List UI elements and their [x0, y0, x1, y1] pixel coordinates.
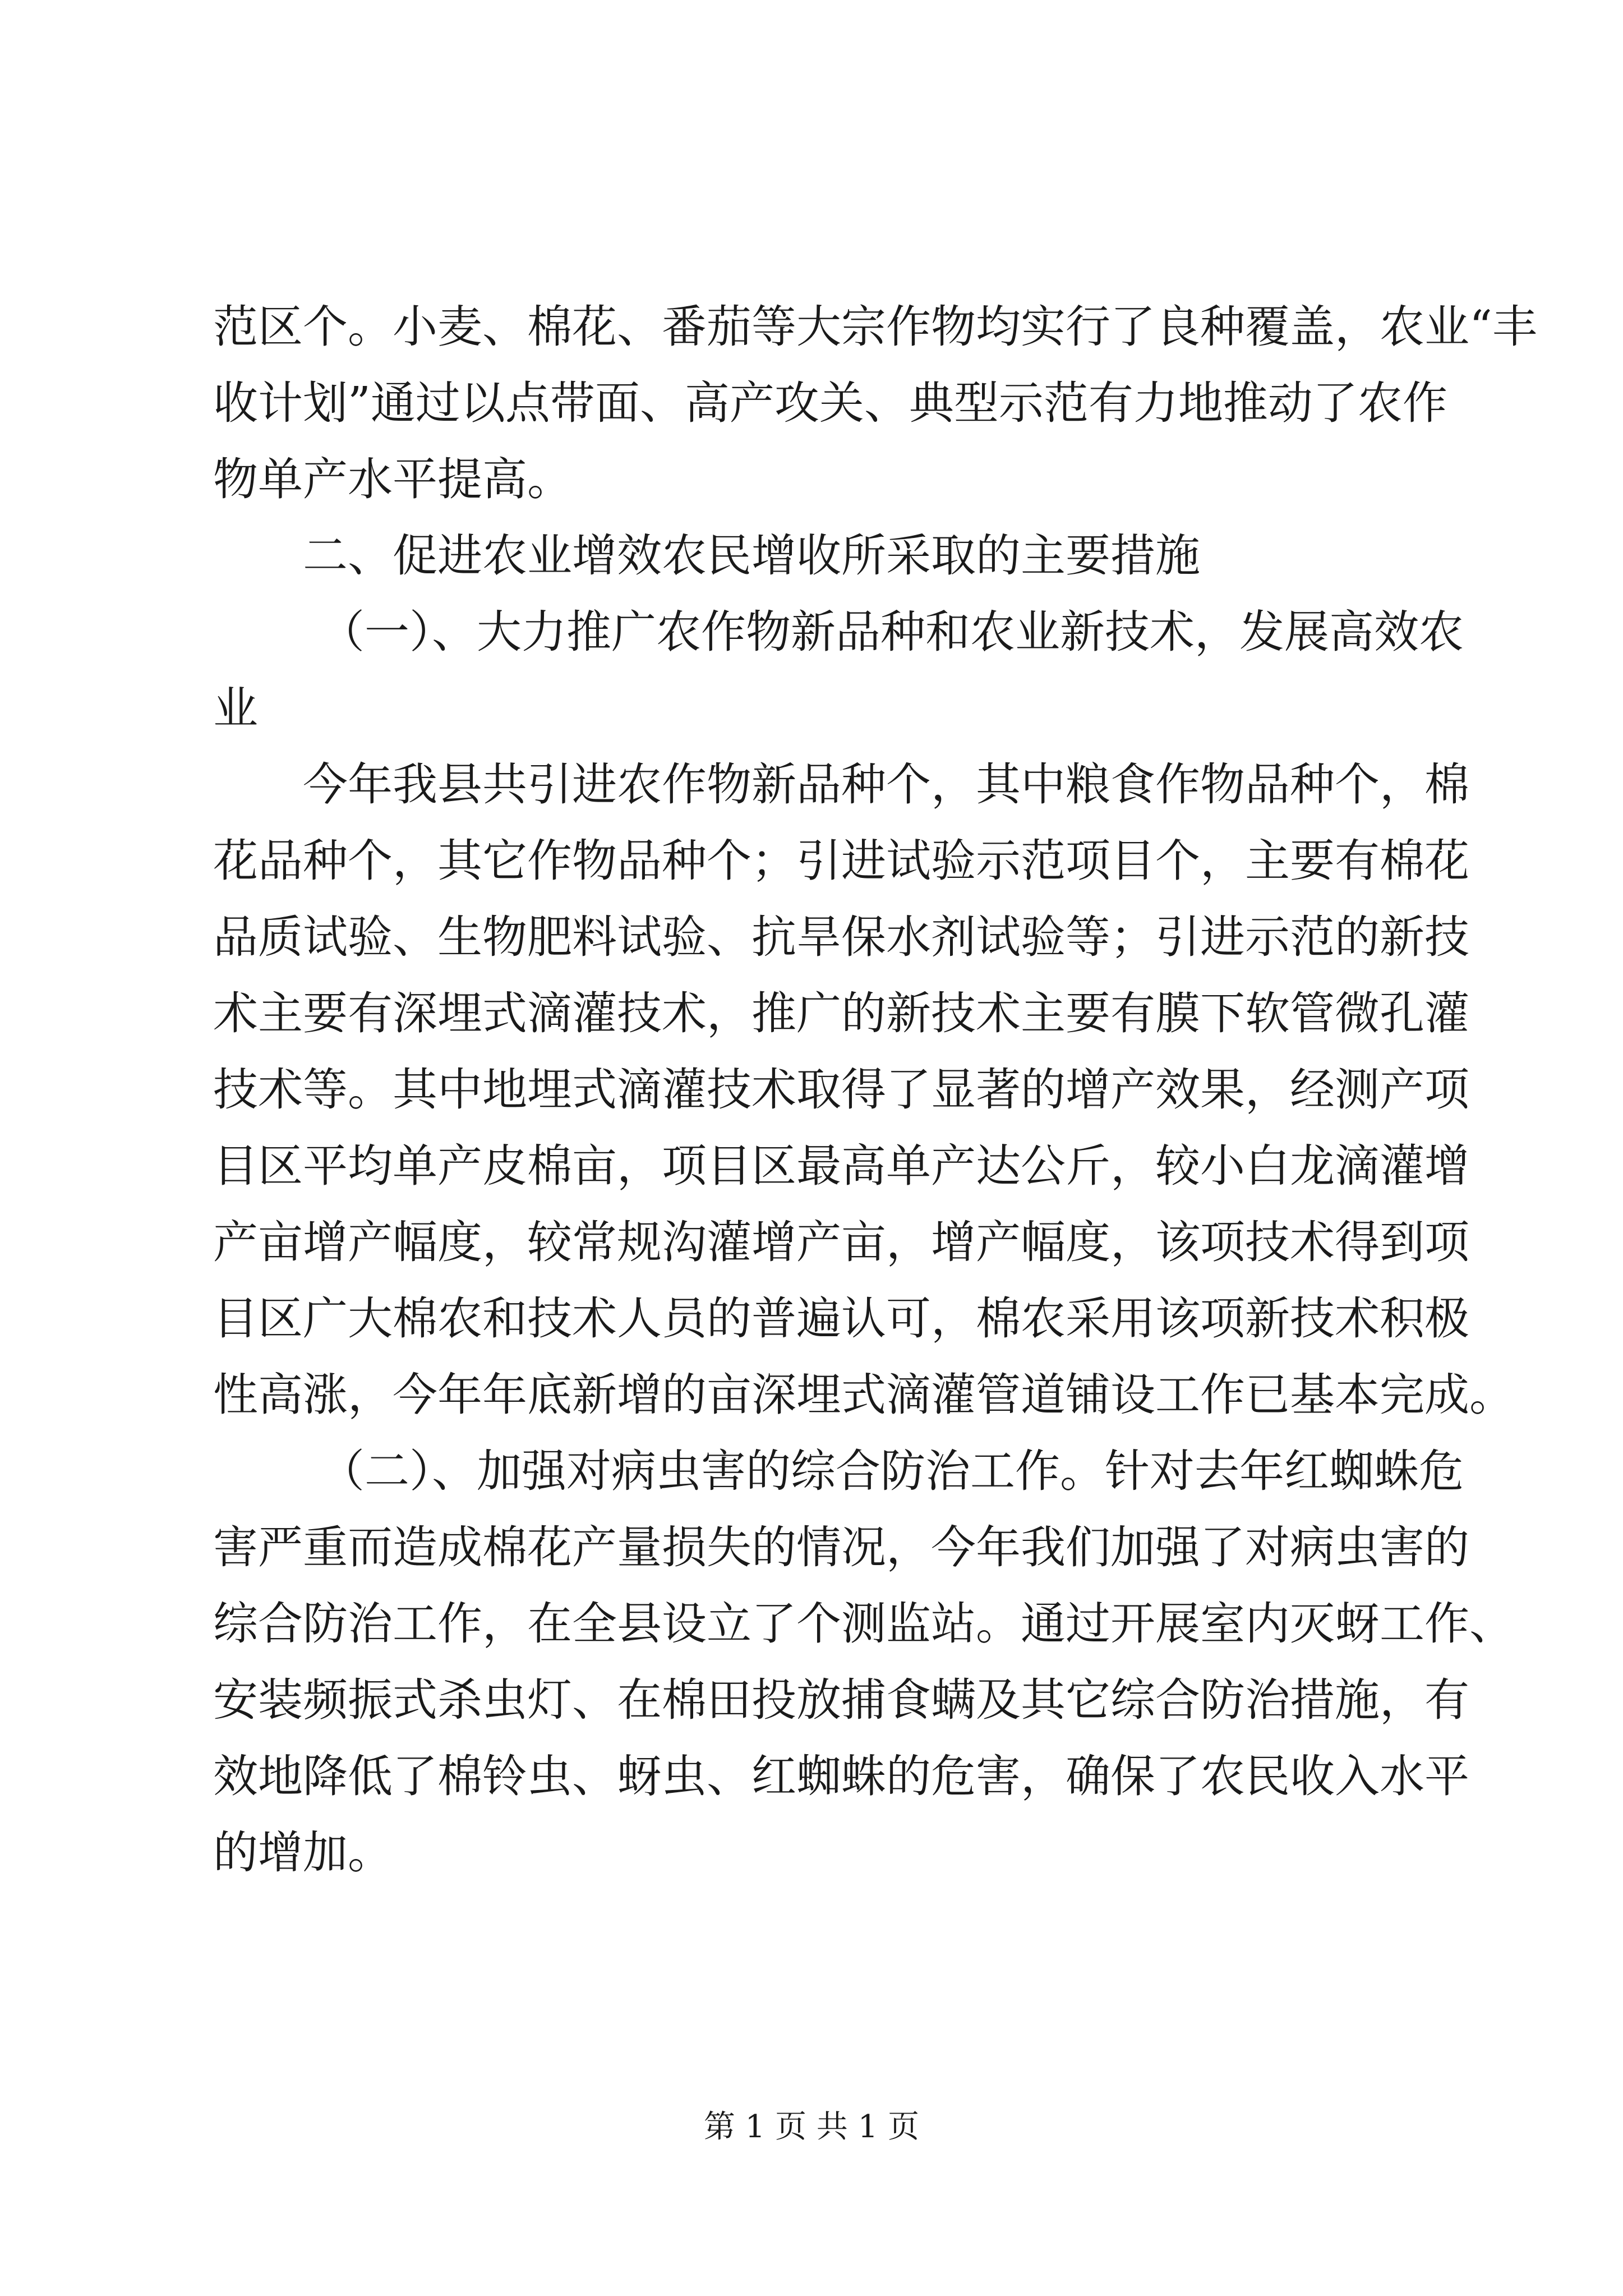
text-line: 安装频振式杀虫灯、在棉田投放捕食螨及其它综合防治措施，有 — [213, 1674, 1469, 1726]
text-line: 术主要有深埋式滴灌技术，推广的新技术主要有膜下软管微孔灌 — [213, 987, 1469, 1039]
text-line: 目区平均单产皮棉亩，项目区最高单产达公斤，较小白龙滴灌增 — [213, 1140, 1469, 1192]
text-line: 目区广大棉农和技术人员的普遍认可，棉农采用该项新技术积极 — [213, 1292, 1469, 1345]
section-heading: 二、促进农业增效农民增收所采取的主要措施 — [303, 530, 1200, 582]
text-line: 性高涨，今年年底新增的亩深埋式滴灌管道铺设工作已基本完成。 — [213, 1369, 1514, 1421]
text-line: 的增加。 — [213, 1826, 393, 1879]
text-line: 品质试验、生物肥料试验、抗旱保水剂试验等；引进示范的新技 — [213, 911, 1469, 963]
subsection-heading: （一）、大力推广农作物新品种和农业新技术，发展高效农 — [320, 606, 1464, 658]
text-line: 效地降低了棉铃虫、蚜虫、红蜘蛛的危害，确保了农民收入水平 — [213, 1750, 1469, 1802]
text-line: 技术等。其中地埋式滴灌技术取得了显著的增产效果，经测产项 — [213, 1064, 1469, 1116]
text-line: 产亩增产幅度，较常规沟灌增产亩，增产幅度，该项技术得到项 — [213, 1216, 1469, 1268]
text-line: 范区个。小麦、棉花、番茄等大宗作物均实行了良种覆盖，农业“丰 — [213, 301, 1537, 353]
subsection-heading-cont: 业 — [213, 682, 258, 734]
text-line: 今年我县共引进农作物新品种个，其中粮食作物品种个，棉 — [303, 758, 1469, 811]
text-line: 害严重而造成棉花产量损失的情况，今年我们加强了对病虫害的 — [213, 1521, 1469, 1573]
page-footer: 第 1 页 共 1 页 — [703, 2109, 920, 2145]
text-line: （二）、加强对病虫害的综合防治工作。针对去年红蜘蛛危 — [320, 1445, 1464, 1497]
text-line: 物单产水平提高。 — [213, 453, 572, 505]
text-line: 收计划”通过以点带面、高产攻关、典型示范有力地推动了农作 — [213, 377, 1447, 429]
text-line: 花品种个，其它作物品种个；引进试验示范项目个，主要有棉花 — [213, 835, 1469, 887]
text-line: 综合防治工作，在全县设立了个测监站。通过开展室内灭蚜工作、 — [213, 1598, 1514, 1650]
document-body — [213, 289, 1537, 1891]
